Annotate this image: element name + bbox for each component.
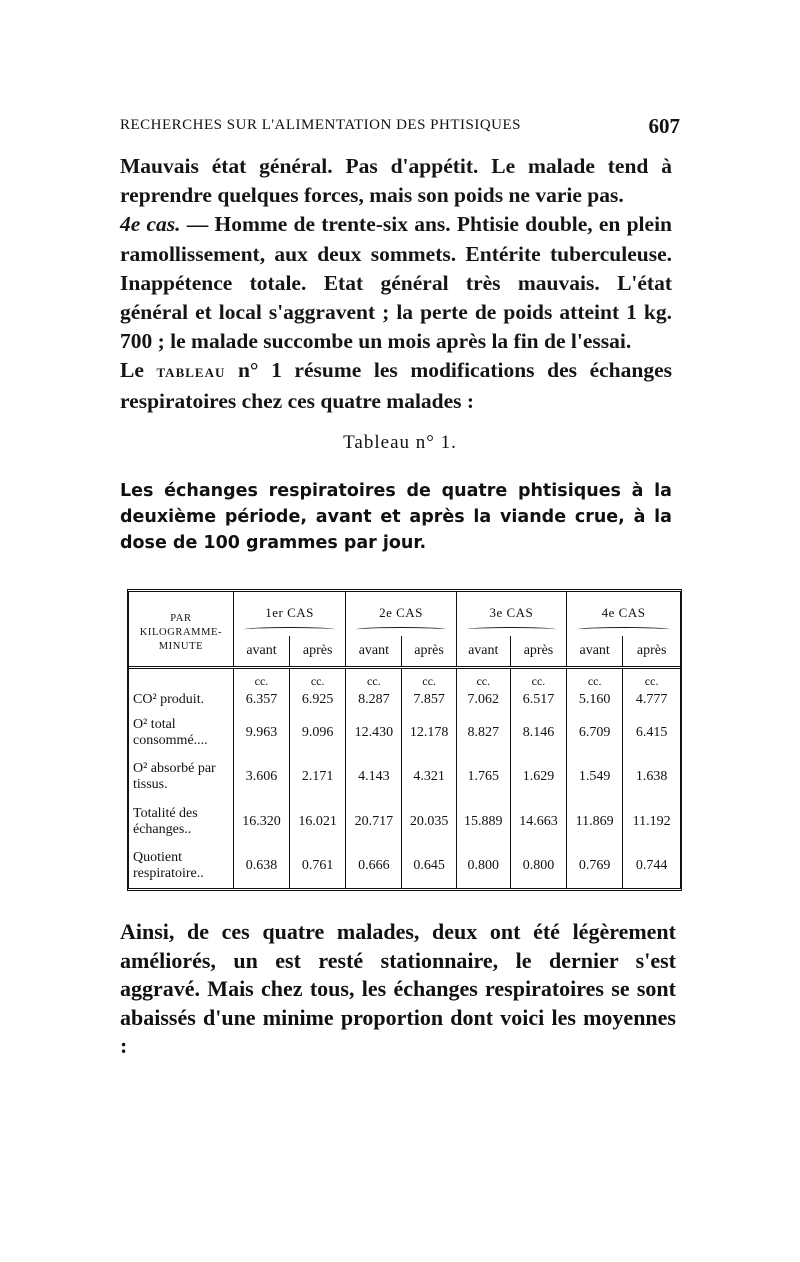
table-title: Tableau n° 1. [343, 432, 457, 453]
sub-header: après [402, 636, 456, 668]
table-row [129, 689, 680, 711]
unit-cell: cc. [456, 668, 510, 690]
paragraph-2 [120, 210, 672, 356]
table-caption: Les échanges respiratoires de quatre phtisiques à la deuxième période, avant et après la viande crue, à la dose de 100 grammes par jour. [120, 481, 672, 553]
value-cell: 11.869 [567, 800, 623, 844]
value-cell: 16.320 [233, 800, 289, 844]
unit-cell: cc. [644, 674, 659, 688]
sub-header: après [290, 636, 346, 668]
unit-cell: cc. [567, 668, 623, 690]
case-label: 4e cas. [120, 212, 181, 237]
data-table [129, 592, 680, 888]
row-label: O² absorbé par tissus. [129, 755, 233, 799]
row-label: Totalité des échanges.. [129, 800, 233, 844]
paragraph-2-text: — Homme de trente-six ans. Phtisie double, en plein ramollissement, aux deux sommets. Entérite tuberculeuse. Inappétence totale. Etat général très mauvais. L'état général et local s'aggravent ; la perte de poids atteint 1 kg. 700 ; le malade succombe un mois après la fin de l'essai. [120, 212, 673, 354]
running-title: RECHERCHES SUR L'ALIMENTATION DES PHTISIQUES [120, 117, 522, 133]
value-cell: 6.415 [635, 725, 668, 741]
unit-row [129, 668, 680, 690]
value-cell: 6.709 [567, 711, 623, 755]
row-label: CO² produit. [129, 689, 233, 711]
case-header-label: 1er CAS [265, 605, 314, 620]
case-header-label: 3e CAS [489, 605, 534, 620]
value-cell: 0.761 [290, 844, 346, 888]
value-cell: 5.160 [567, 689, 623, 711]
running-header [120, 114, 680, 138]
value-cell: 0.800 [510, 844, 566, 888]
brace [467, 627, 556, 632]
value-cell: 0.800 [456, 844, 510, 888]
value-cell: 0.744 [635, 857, 668, 873]
value-cell: 11.192 [632, 813, 671, 829]
case-header [456, 592, 566, 636]
value-cell: 0.666 [346, 844, 402, 888]
paragraph-3-start: Le [120, 358, 157, 383]
value-cell: 6.357 [233, 689, 289, 711]
value-cell: 6.517 [510, 689, 566, 711]
case-header [567, 592, 680, 636]
value-cell: 2.171 [290, 755, 346, 799]
value-cell: 8.827 [456, 711, 510, 755]
brace [244, 627, 335, 632]
value-cell: 15.889 [456, 800, 510, 844]
value-cell: 0.769 [567, 844, 623, 888]
data-table-frame [127, 589, 682, 891]
unit-cell: cc. [290, 668, 346, 690]
row-label: O² total consommé.... [129, 711, 233, 755]
case-header-label: 2e CAS [379, 605, 423, 620]
brace [577, 627, 670, 632]
value-cell: 1.765 [456, 755, 510, 799]
unit-cell: cc. [510, 668, 566, 690]
sub-header: après [510, 636, 566, 668]
value-cell: 4.321 [402, 755, 456, 799]
value-cell: 4.143 [346, 755, 402, 799]
paragraph-3 [120, 356, 672, 415]
table-row [129, 755, 680, 799]
value-cell: 8.287 [346, 689, 402, 711]
unit-cell: cc. [233, 668, 289, 690]
value-cell: 1.629 [510, 755, 566, 799]
value-cell: 9.963 [233, 711, 289, 755]
sub-header: avant [567, 636, 623, 668]
table-row [129, 711, 680, 755]
sub-header: avant [346, 636, 402, 668]
tableau-word: tableau [156, 361, 226, 382]
case-header [233, 592, 345, 636]
unit-cell: cc. [346, 668, 402, 690]
value-cell: 16.021 [290, 800, 346, 844]
value-cell: 12.178 [402, 711, 456, 755]
value-cell: 4.777 [635, 692, 668, 708]
value-cell: 7.062 [456, 689, 510, 711]
unit-cell: cc. [402, 668, 456, 690]
corner-label: PAR KILOGRAMME-MINUTE [129, 592, 233, 668]
brace [356, 627, 445, 632]
page-number: 607 [648, 114, 680, 138]
value-cell: 6.925 [290, 689, 346, 711]
value-cell: 1.549 [567, 755, 623, 799]
paragraph-3-text: n° 1 résume les modifications des échanges respiratoires chez ces quatre malades : [120, 358, 672, 413]
value-cell: 9.096 [290, 711, 346, 755]
body-text [120, 152, 672, 416]
paragraph-after-table: Ainsi, de ces quatre malades, deux ont été légèrement améliorés, un est resté stationnaire, le dernier s'est aggravé. Mais chez tous, les échanges respiratoires se sont abaissés d'une minime proportion dont voici les moyennes : [120, 919, 676, 1058]
sub-header: avant [456, 636, 510, 668]
row-label-empty [129, 668, 233, 690]
value-cell: 20.035 [402, 800, 456, 844]
value-cell: 0.645 [402, 844, 456, 888]
row-label: Quotient respiratoire.. [129, 844, 233, 888]
table-row [129, 844, 680, 888]
value-cell: 0.638 [233, 844, 289, 888]
table-row [129, 800, 680, 844]
case-header [346, 592, 456, 636]
sub-header: après [623, 636, 680, 668]
value-cell: 1.638 [635, 769, 668, 785]
case-header-label: 4e CAS [601, 605, 646, 620]
value-cell: 14.663 [510, 800, 566, 844]
value-cell: 20.717 [346, 800, 402, 844]
value-cell: 7.857 [402, 689, 456, 711]
value-cell: 3.606 [233, 755, 289, 799]
paragraph-1: Mauvais état général. Pas d'appétit. Le malade tend à reprendre quelques forces, mais son poids ne varie pas. [120, 154, 672, 208]
value-cell: 8.146 [510, 711, 566, 755]
value-cell: 12.430 [346, 711, 402, 755]
sub-header: avant [233, 636, 289, 668]
